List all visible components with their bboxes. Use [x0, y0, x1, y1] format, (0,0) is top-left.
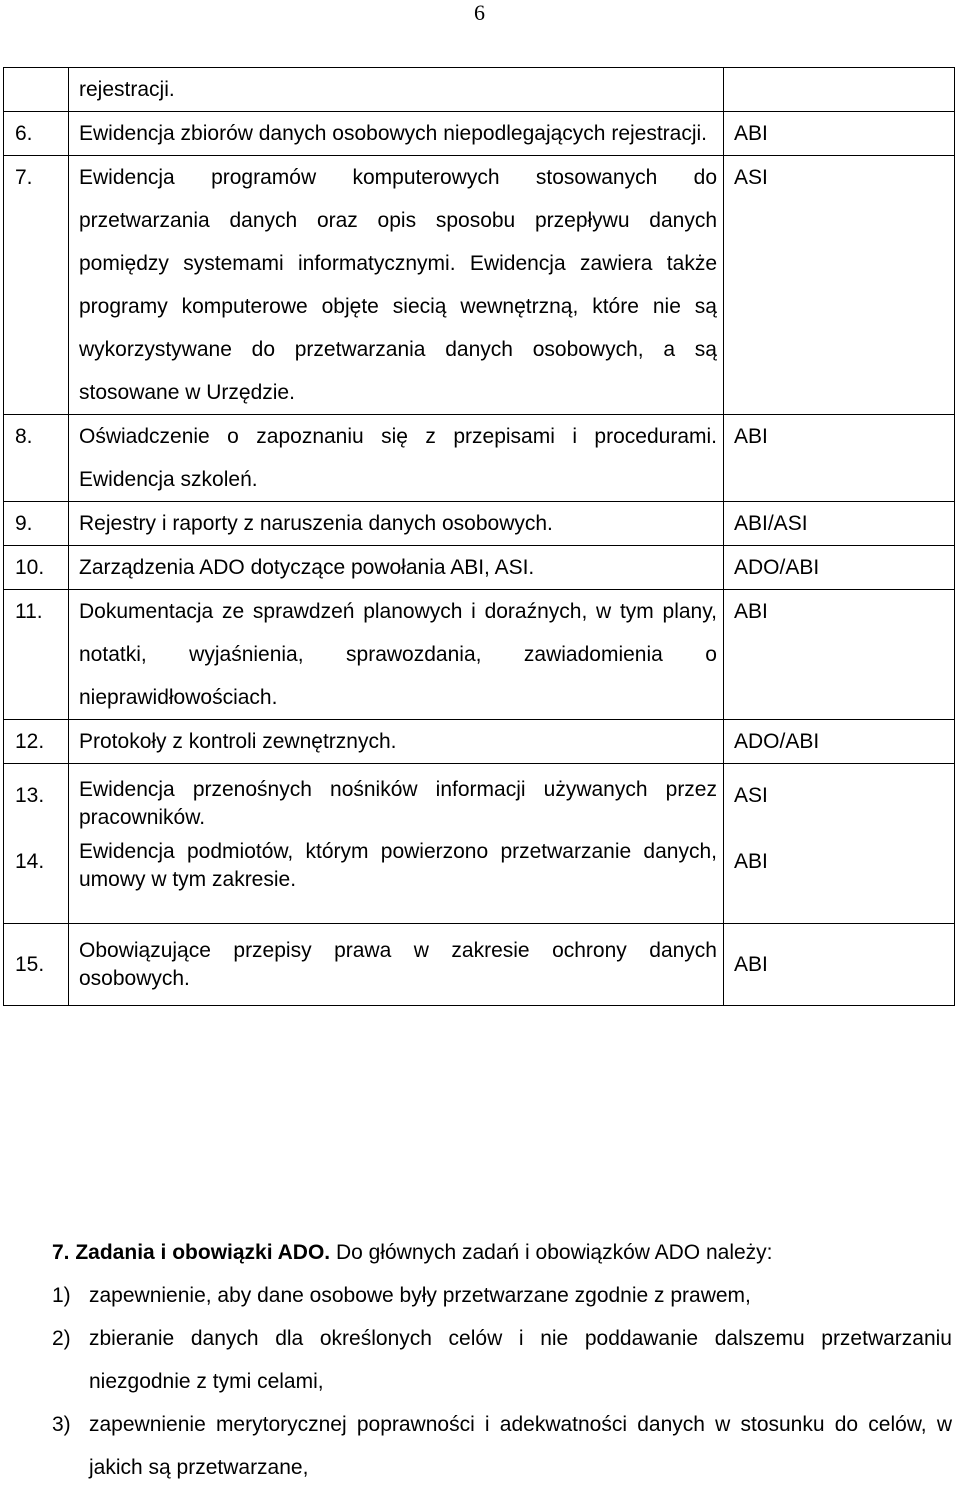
row-responsible: ABI	[734, 850, 768, 873]
row-number: 15.	[4, 924, 69, 1006]
row-responsible: ADO/ABI	[724, 546, 955, 590]
table-row	[4, 720, 955, 764]
table-row	[4, 546, 955, 590]
section-heading-line	[52, 1231, 952, 1274]
row-number: 14.	[15, 850, 45, 873]
list-item-number: 1)	[52, 1284, 71, 1307]
row-description: Oświadczenie o zapoznaniu się z przepisami i procedurami. Ewidencja szkoleń.	[69, 415, 724, 502]
row-responsible: ADO/ABI	[724, 720, 955, 764]
row-responsible: ABI	[724, 415, 955, 502]
table-row	[4, 112, 955, 156]
table-row	[4, 590, 955, 720]
row-number: 6.	[4, 112, 69, 156]
page-number: 6	[474, 0, 485, 25]
row-responsible: ABI	[724, 924, 955, 1006]
row-description: Protokoły z kontroli zewnętrznych.	[69, 720, 724, 764]
row-description: rejestracji.	[69, 68, 724, 112]
row-responsible: ASI	[724, 156, 955, 415]
row-number: 7.	[4, 156, 69, 415]
row-responsible	[724, 68, 955, 112]
section-title: 7. Zadania i obowiązki ADO.	[52, 1241, 331, 1264]
row-number: 12.	[4, 720, 69, 764]
row-responsible: ABI	[724, 590, 955, 720]
row-description-pair	[69, 764, 724, 924]
table-row	[4, 764, 955, 924]
list-item-text: zapewnienie, aby dane osobowe były przetwarzane zgodnie z prawem,	[89, 1284, 751, 1307]
row-responsible: ABI	[724, 112, 955, 156]
row-description: Dokumentacja ze sprawdzeń planowych i doraźnych, w tym plany, notatki, wyjaśnienia, sprawozdania, zawiadomienia o nieprawidłowościach.	[69, 590, 724, 720]
row-description: Zarządzenia ADO dotyczące powołania ABI, ASI.	[69, 546, 724, 590]
row-description: Ewidencja programów komputerowych stosowanych do przetwarzania danych oraz opis sposobu przepływu danych pomiędzy systemami informatycznymi. Ewidencja zawiera także programy komputerowe objęte siecią wewnętrzną, które nie są wykorzystywane do przetwarzania danych osobowych, a są stosowane w Urzędzie.	[69, 156, 724, 415]
row-description: Rejestry i raporty z naruszenia danych osobowych.	[69, 502, 724, 546]
table-row	[4, 415, 955, 502]
list-item-number: 2)	[52, 1327, 71, 1350]
list-item-number: 3)	[52, 1413, 71, 1436]
row-number: 11.	[4, 590, 69, 720]
row-number	[4, 68, 69, 112]
table-row	[4, 68, 955, 112]
table-row	[4, 924, 955, 1006]
row-number: 10.	[4, 546, 69, 590]
table-row	[4, 156, 955, 415]
row-number: 9.	[4, 502, 69, 546]
section-intro: Do głównych zadań i obowiązków ADO należy:	[330, 1241, 773, 1264]
table-row	[4, 502, 955, 546]
records-table	[3, 67, 955, 1006]
list-item	[52, 1274, 952, 1317]
row-description: Obowiązujące przepisy prawa w zakresie ochrony danych osobowych.	[69, 924, 724, 1006]
row-description: Ewidencja zbiorów danych osobowych niepodlegających rejestracji.	[69, 112, 724, 156]
list-item-text: zbieranie danych dla określonych celów i nie poddawanie dalszemu przetwarzaniu niezgodnie z tymi celami,	[89, 1327, 952, 1393]
row-responsible: ABI/ASI	[724, 502, 955, 546]
section-ado-duties	[52, 1231, 952, 1489]
row-description: Ewidencja podmiotów, którym powierzono przetwarzanie danych, umowy w tym zakresie.	[79, 840, 717, 891]
list-item	[52, 1403, 952, 1489]
row-responsible: ASI	[734, 784, 768, 807]
list-item	[52, 1317, 952, 1403]
row-number-pair	[4, 764, 69, 924]
row-description: Ewidencja przenośnych nośników informacji używanych przez pracowników.	[79, 778, 717, 829]
row-number: 8.	[4, 415, 69, 502]
row-number: 13.	[15, 784, 45, 807]
row-responsible-pair	[724, 764, 955, 924]
list-item-text: zapewnienie merytorycznej poprawności i adekwatności danych w stosunku do celów, w jakich są przetwarzane,	[89, 1413, 952, 1479]
